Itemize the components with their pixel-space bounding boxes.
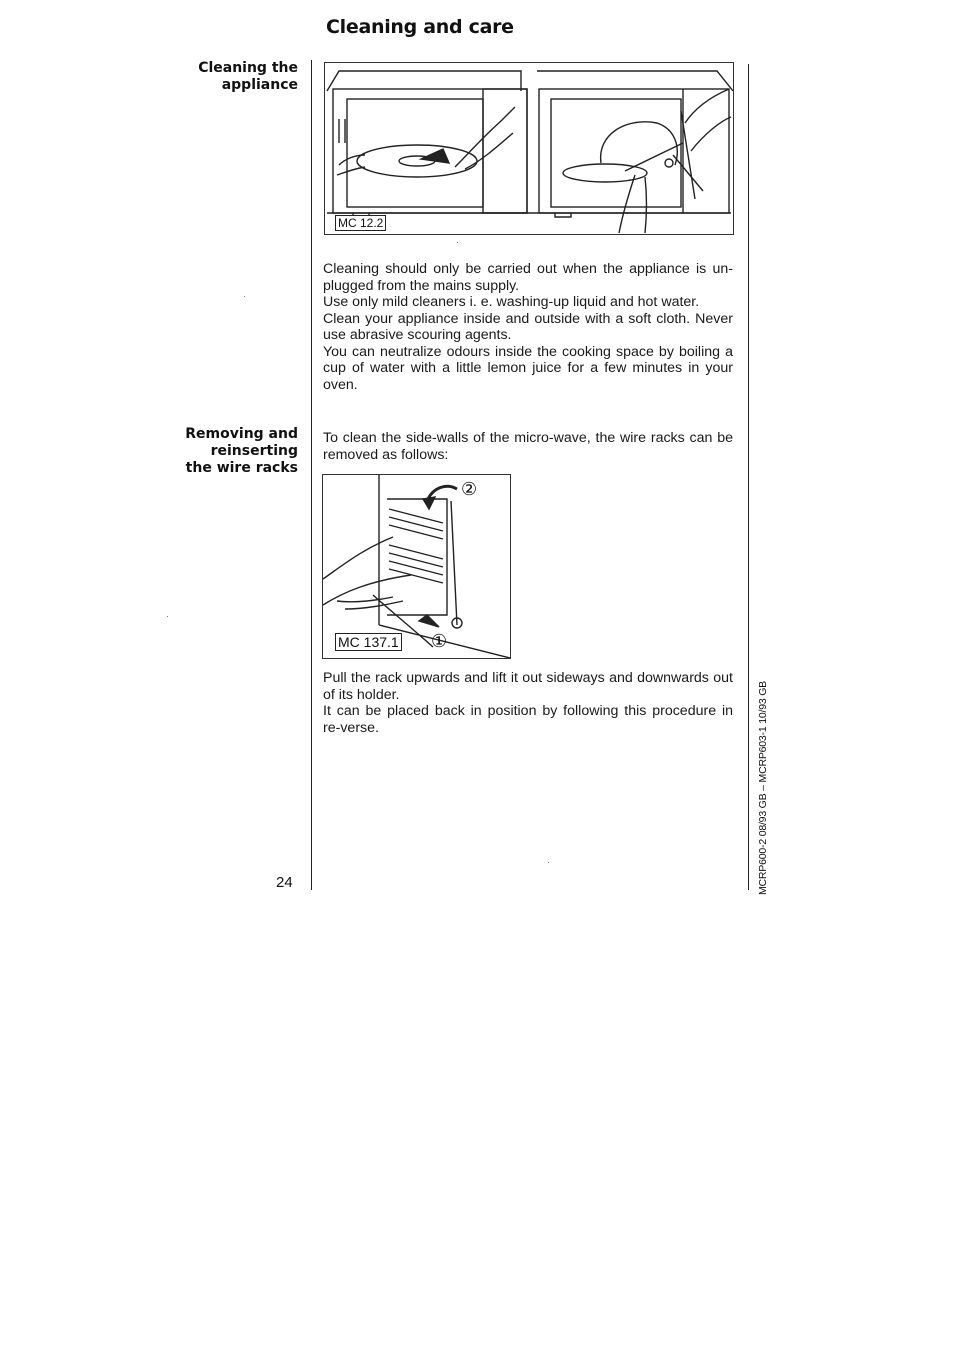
page-number: 24 <box>276 874 293 891</box>
page-title: Cleaning and care <box>326 16 514 38</box>
step-2-marker: ② <box>461 479 478 499</box>
figure-label: MC 12.2 <box>335 215 386 231</box>
heading-line: the wire racks <box>185 460 298 476</box>
cleaning-instructions <box>323 261 733 393</box>
scan-speck <box>548 862 549 863</box>
heading-line: Removing and <box>185 426 298 442</box>
document-code: MCRP600-2 08/93 GB – MCRP603-1 10/93 GB <box>757 681 769 895</box>
paragraph: Pull the rack upwards and lift it out sideways and downwards out of its holder. <box>323 670 733 703</box>
paragraph: Use only mild cleaners i. e. washing-up liquid and hot water. <box>323 294 700 310</box>
figure-label: MC 137.1 <box>335 633 402 651</box>
left-column-rule <box>311 60 312 890</box>
paragraph: You can neutralize odours inside the cooking space by boiling a cup of water with a little lemon juice for a few minutes in your oven. <box>323 343 733 393</box>
heading-line: appliance <box>221 77 298 93</box>
wire-rack-illustration <box>323 475 510 658</box>
figure-cleaning-microwave <box>324 62 734 235</box>
heading-line: Cleaning the <box>198 60 298 76</box>
scan-speck <box>167 616 168 617</box>
paragraph: Clean your appliance inside and outside with a soft cloth. Never use abrasive scouring agents. <box>323 310 733 343</box>
section-heading-cleaning <box>158 60 298 94</box>
racks-instructions <box>323 670 733 736</box>
right-column-rule <box>748 64 749 890</box>
paragraph: It can be placed back in position by following this procedure in re-verse. <box>323 703 733 736</box>
paragraph: To clean the side-walls of the micro-wave, the wire racks can be removed as follows: <box>323 430 733 463</box>
scan-speck <box>244 296 245 297</box>
paragraph: Cleaning should only be carried out when the appliance is un-plugged from the mains supply. <box>323 261 733 294</box>
figure-wire-rack <box>322 474 511 659</box>
racks-intro <box>323 430 733 463</box>
heading-line: reinserting <box>210 443 298 459</box>
scan-speck <box>457 242 458 243</box>
section-heading-racks <box>158 426 298 477</box>
microwave-illustration <box>325 63 733 234</box>
step-1-marker: ① <box>431 631 448 651</box>
